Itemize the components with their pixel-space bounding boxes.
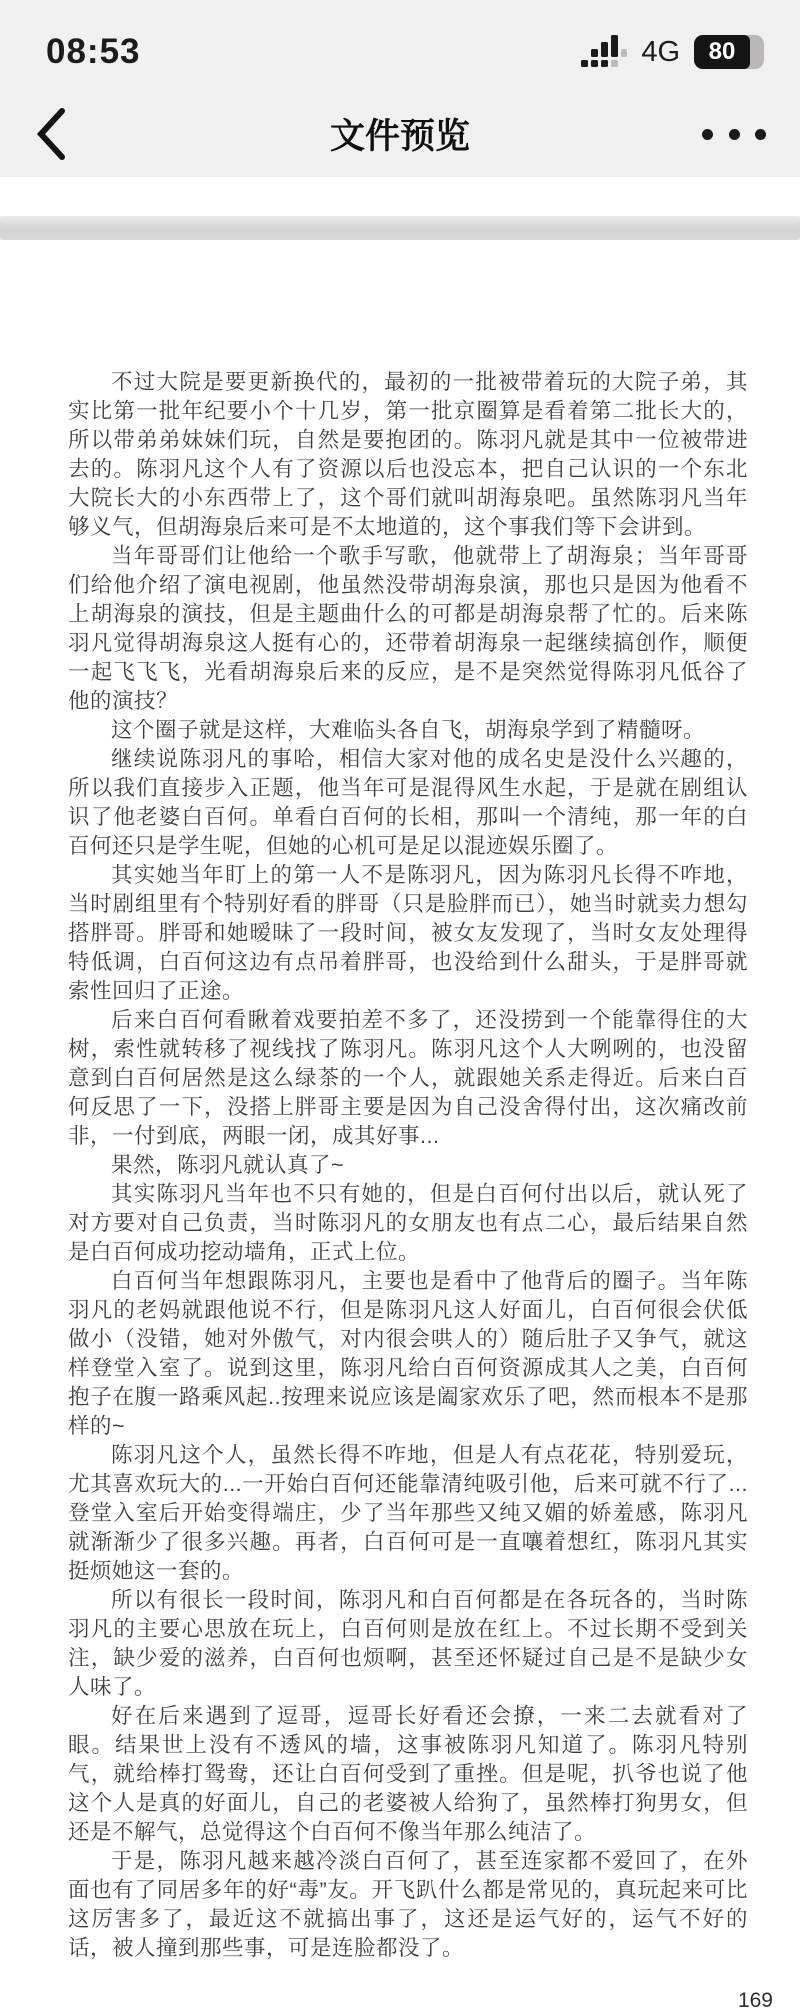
signal-icon	[581, 35, 627, 69]
battery-icon	[694, 35, 764, 69]
document-paragraph: 于是，陈羽凡越来越冷淡白百何了，甚至连家都不爱回了，在外面也有了同居多年的好“毒”友。开飞趴什么都是常见的，真玩起来可比这厉害多了，最近这不就搞出事了，这还是运气好的，运气不好的话，被人撞到那些事，可是连脸都没了。	[68, 1849, 748, 1960]
document-paragraph: 所以有很长一段时间，陈羽凡和白百何都是在各玩各的，当时陈羽凡的主要心思放在玩上，白百何则是放在红上。不过长期不受到关注，缺少爱的滋养，白百何也烦啊，甚至还怀疑过自己是不是缺少女人味了。	[68, 1588, 748, 1699]
more-menu-button[interactable]	[702, 114, 766, 154]
battery-percent-label: 80	[694, 35, 750, 69]
document-paragraph: 不过大院是要更新换代的，最初的一批被带着玩的大院子弟，其实比第一批年纪要小个十几岁，第一批京圈算是看着第二批长大的，所以带弟弟妹妹们玩，自然是要抱团的。陈羽凡就是其中一位被带进去的。陈羽凡这个人有了资源以后也没忘本，把自己认识的一个东北大院长大的小东西带上了，这个哥们就叫胡海泉吧。虽然陈羽凡当年够义气，但胡海泉后来可是不太地道的，这个事我们等下会讲到。	[68, 370, 748, 539]
network-type-label: 4G	[641, 35, 680, 68]
clock-label: 08:53	[46, 32, 141, 71]
document-paragraph: 当年哥哥们让他给一个歌手写歌，他就带上了胡海泉；当年哥哥们给他介绍了演电视剧，他虽然没带胡海泉演，那也只是因为他看不上胡海泉的演技，但是主题曲什么的可都是胡海泉帮了忙的。后来陈羽凡觉得胡海泉这人挺有心的，还带着胡海泉一起继续搞创作，顺便一起飞飞飞，光看胡海泉后来的反应，是不是突然觉得陈羽凡低谷了他的演技？	[68, 544, 748, 713]
document-paragraph: 其实她当年盯上的第一人不是陈羽凡，因为陈羽凡长得不咋地，当时剧组里有个特别好看的胖哥（只是脸胖而已），她当时就卖力想勾搭胖哥。胖哥和她暧昧了一段时间，被女友发现了，当时女友处理得特低调，白百何这边有点吊着胖哥，也没给到什么甜头，于是胖哥就索性回归了正途。	[68, 863, 748, 1003]
content-gap	[0, 177, 800, 216]
nav-bar	[0, 90, 800, 177]
document-paragraph: 其实陈羽凡当年也不只有她的，但是白百何付出以后，就认死了对方要对自己负责，当时陈羽凡的女朋友也有点二心，最后结果自然是白百何成功挖动墙角，正式上位。	[68, 1182, 748, 1264]
document-paragraph: 这个圈子就是这样，大难临头各自飞，胡海泉学到了精髓呀。	[111, 718, 706, 742]
document-paragraph: 好在后来遇到了逗哥，逗哥长好看还会撩，一来二去就看对了眼。结果世上没有不透风的墙，这事被陈羽凡知道了。陈羽凡特别气，就给棒打鸳鸯，还让白百何受到了重挫。但是呢，扒爷也说了他这个人是真的好面儿，自己的老婆被人给狗了，虽然棒打狗男女，但还是不解气，总觉得这个白百何不像当年那么纯洁了。	[68, 1704, 748, 1844]
page-separator	[0, 216, 800, 240]
page-title: 文件预览	[329, 116, 470, 156]
document-paragraph: 白百何当年想跟陈羽凡，主要也是看中了他背后的圈子。当年陈羽凡的老妈就跟他说不行，但是陈羽凡这人好面儿，白百何很会伏低做小（没错，她对外傲气，对内很会哄人的）随后肚子又争气，就这样登堂入室了。说到这里，陈羽凡给白百何资源成其人之美，白百何抱子在腹一路乘风起..按理来说应该是阖家欢乐了吧，然而根本不是那样的~	[68, 1269, 748, 1438]
page-number: 169	[737, 1989, 773, 2012]
document-paragraph: 陈羽凡这个人，虽然长得不咋地，但是人有点花花，特别爱玩，尤其喜欢玩大的...一开始白百何还能靠清纯吸引他，后来可就不行了...登堂入室后开始变得端庄，少了当年那些又纯又媚的娇羞感，陈羽凡就渐渐少了很多兴趣。再者，白百何可是一直嚷着想红，陈羽凡其实挺烦她这一套的。	[68, 1443, 748, 1583]
document-paragraph: 继续说陈羽凡的事哈，相信大家对他的成名史是没什么兴趣的，所以我们直接步入正题，他当年可是混得风生水起，于是就在剧组认识了他老婆白百何。单看白百何的长相，那叫一个清纯，那一年的白百何还只是学生呢，但她的心机可是足以混迹娱乐圈了。	[68, 747, 748, 858]
ellipsis-icon	[702, 129, 713, 140]
status-bar	[0, 0, 800, 90]
status-icons	[581, 35, 764, 69]
document-paragraph: 后来白百何看瞅着戏要拍差不多了，还没捞到一个能靠得住的大树，索性就转移了视线找了陈羽凡。陈羽凡这个人大咧咧的，也没留意到白百何居然是这么绿茶的一个人，就跟她关系走得近。后来白百何反思了一下，没搭上胖哥主要是因为自己没舍得付出，这次痛改前非，一付到底，两眼一闭，成其好事...	[68, 1008, 748, 1148]
document-page	[0, 240, 800, 2013]
document-preview[interactable]	[0, 240, 800, 2012]
document-paragraph: 果然，陈羽凡就认真了~	[111, 1153, 345, 1177]
